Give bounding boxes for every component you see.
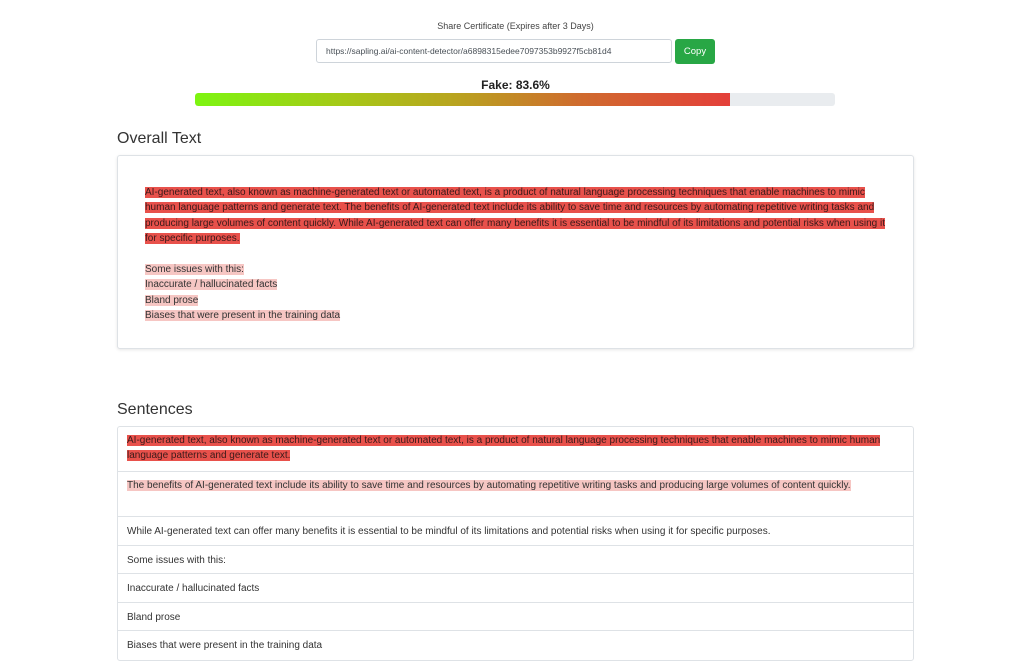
overall-line-text: Biases that were present in the training data bbox=[145, 310, 341, 322]
overall-line-text: Inaccurate / hallucinated facts bbox=[145, 279, 278, 291]
sentence-row bbox=[118, 574, 913, 603]
copy-button[interactable]: Copy bbox=[675, 39, 715, 64]
sentence-row bbox=[118, 631, 913, 660]
overall-text-heading: Overall Text bbox=[117, 130, 202, 147]
sentence-text: AI-generated text, also known as machine-generated text or automated text, is a product of natural language processing techniques that enable machines to mimic human language patterns and generate text. bbox=[127, 435, 881, 462]
overall-line bbox=[145, 293, 886, 308]
sentence-row bbox=[118, 603, 913, 632]
sentence-text: While AI-generated text can offer many benefits it is essential to be mindful of its limitations and potential risks when using it for specific purposes. bbox=[127, 526, 771, 537]
sentences-list bbox=[117, 426, 914, 661]
sentence-row bbox=[118, 427, 913, 472]
sentence-text: Biases that were present in the training data bbox=[127, 640, 323, 651]
sentence-text: Some issues with this: bbox=[127, 554, 226, 566]
overall-line bbox=[145, 308, 886, 323]
share-certificate-title: Share Certificate (Expires after 3 Days) bbox=[437, 21, 594, 31]
fake-score-bar-fill bbox=[195, 93, 730, 106]
fake-score-label: Fake: 83.6% bbox=[481, 78, 550, 92]
overall-line bbox=[145, 262, 886, 277]
sentence-row bbox=[118, 472, 913, 517]
sentence-text: Inaccurate / hallucinated facts bbox=[127, 583, 260, 594]
overall-text-card bbox=[117, 155, 914, 349]
sentences-heading: Sentences bbox=[117, 401, 193, 418]
sentence-row bbox=[118, 546, 913, 575]
sentence-text: Bland prose bbox=[127, 611, 181, 623]
sentence-text: The benefits of AI-generated text include its ability to save time and resources by automating repetitive writing tasks and producing large volumes of content quickly. bbox=[127, 480, 851, 491]
fake-score-bar bbox=[195, 93, 835, 106]
overall-line-text: Some issues with this: bbox=[145, 264, 244, 276]
share-row bbox=[316, 39, 715, 63]
overall-paragraph-text: AI-generated text, also known as machine-generated text or automated text, is a product of natural language processing techniques that enable machines to mimic human language patterns and generate text. The benefits of AI-generated text include its ability to save time and resources by automating repetitive writing tasks and producing large volumes of content quickly. While AI-generated text can offer many benefits it is essential to be mindful of its limitations and potential risks when using it for specific purposes. bbox=[145, 187, 886, 245]
paragraph-gap bbox=[145, 247, 886, 262]
share-url-input[interactable] bbox=[316, 39, 672, 63]
overall-line-text: Bland prose bbox=[145, 294, 199, 306]
overall-paragraph bbox=[145, 185, 886, 247]
sentence-row bbox=[118, 517, 913, 546]
overall-line bbox=[145, 277, 886, 292]
